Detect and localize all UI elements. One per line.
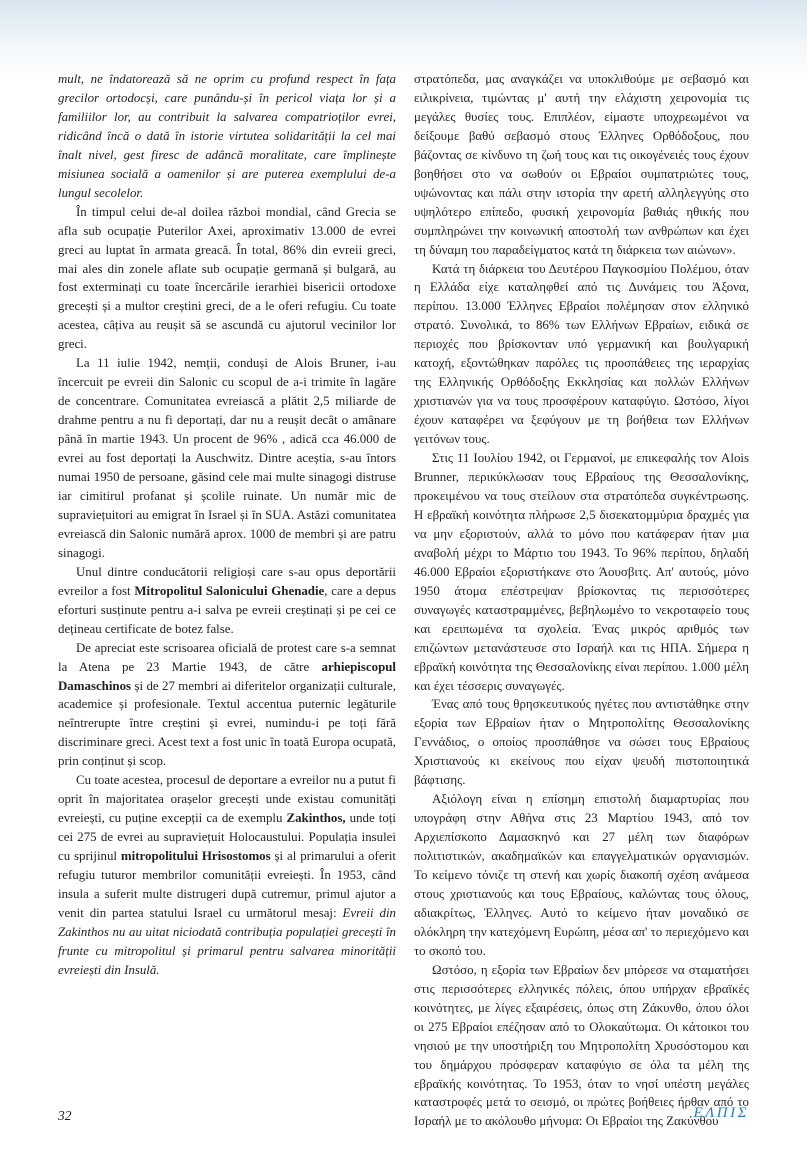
text-span: De apreciat este scrisoarea oficială de protest care s-a semnat la Atena pe 23 Martie 1943, de către [58,640,396,674]
paragraph-intro: mult, ne îndatorează să ne oprim cu profund respect în fața grecilor ortodocși, care punându-și în pericol viața lor și a familiilor lor, au contribuit la salvarea compatrioților evrei, ridicând încă o dată în istorie virtutea solidarității la cel mai înalt nivel, gest firesc de adâncă moralitate, care împlinește misiunea socială a oamenilor și are puterea exemplului de-a lungul secolelor. [58,72,396,200]
paragraph-zakynthos-greek: Ωστόσο, η εξορία των Εβραίων δεν μπόρεσε να σταματήσει στις περισσότερες ελληνικές πόλεις, όπου υπήρχαν εβραϊκές κοινότητες, με λίγες εξαιρέσεις, όπως στη Ζάκυνθο, όπου όλοι οι 275 Εβραίοι επέζησαν από το Ολοκαύτωμα. Οι κάτοικοι του νησιού με την υποστήριξη του Μητροπολίτη Χρυσόστομου και του δημάρχου πρόσφεραν καταφύγιο σε όλα τα μέλη της εβραϊκής κοινότητας. Το 1953, όταν το νησί υπέστη μεγάλες καταστροφές μετά το σεισμό, οι πρώτες βοήθειες ήρθαν από το Ισραήλ με το ακόλουθο μήνυμα: Οι Εβραίοι της Ζακύνθου [414,962,749,1129]
text-span: Cu toate acestea, procesul de deportare a evreilor nu a putut fi oprit în majoritatea orașelor grecești unde existau comunități evreiești, cu puține excepții ca de exemplu [58,773,396,826]
romanian-column [58,70,396,980]
bold-name-hrisostomos: mitropolitului Hrisostomos [120,849,271,864]
text-span: , care a depus eforturi susținute pentru a-i salva pe evreii creștinați și pe cei ce dețineau certificate de botez false. [58,583,396,636]
text-span: și de 27 membri ai diferitelor organizații culturale, academice și profesionale. Textul accentua puternic legăturile neîntrerupte între creștini și evrei, numindu-i pe toți fără discriminare greci. Acest text a fost unic în toată Europa ocupată, prin conținut și scop. [58,678,396,769]
bold-name-zakinthos: Zakinthos, [286,811,346,826]
publication-title: ΕΛΠΙΣ [693,1105,749,1121]
text-span: și al primarului a oferit refugiu tuturor membrilor comunității evreiești. În 1953, când insula a suferit multe distrugeri după cutremur, primul ajutor a venit din partea statului Israel cu următorul mesaj: [58,849,396,920]
paragraph-ww2: În timpul celui de-al doilea război mondial, când Grecia se afla sub ocupație Puterilor Axei, aproximativ 13.000 de evrei greci au luptat în armata greacă. În total, 86% din evreii greci, mai ales din zonele aflate sub ocupație germană și bulgară, au fost exterminați cu toate încercările ierarhiei bisericii ortodoxe grecești și a multor creștini greci, de a le oferi refugiu. Cu toate acestea, câțiva au reușit să se ascundă cu ajutorul vecinilor lor greci. [58,204,396,352]
bold-name-damaschinos: arhiepiscopul Damaschinos [58,659,396,693]
text-span: Unul dintre conducătorii religioși care s-au opus deportării evreilor a fost [58,564,396,598]
paragraph-damaskinos-greek: Αξιόλογη είναι η επίσημη επιστολή διαμαρτυρίας που υπογράφη στην Αθήνα στις 23 Μαρτίου 1943, από τον Αρχιεπίσκοπο Δαμασκηνό και 27 μέλη των διαφόρων πολιτιστικών, ακαδημαϊκών και επαγγελματικών οργανισμών. Το κείμενο τόνιζε τη στενή και χωρίς διακοπή σχέση ανάμεσα στους χριστιανούς και τους Εβραίους, καλώντας τους όλους, αδιακρίτως, Έλληνες. Αυτό το κείμενο ήταν μοναδικό σε ολόκληρη την κατεχόμενη Ευρώπη, μέσα απ' το περιεχόμενο και το σκοπό του. [414,792,749,958]
paragraph-damaschinos [58,639,396,772]
paragraph-salonic: La 11 iulie 1942, nemții, conduși de Alois Bruner, i-au încercuit pe evreii din Salonic cu scopul de a-i trimite în lagăre de concentrare. Comunitatea evreiască a plătit 2,5 miliarde de drahme pentru a nu fi deportați, dar nu a reușit decât o amânare până în martie 1943. Un procent de 96% , adică cca 46.000 de evrei au fost deportați la Auschwitz. Dintre aceștia, s-au întors numai 1950 de persoane, găsind cele mai multe sinagogi distruse iar cimitirul profanat și școlile ruinate. Un număr mic de supraviețuitori au emigrat în Israel și în SUA. Astăzi comunitatea evreiască din Salonic numără aprox. 1000 de membri și are patru sinagogi. [58,356,396,560]
text-span: unde toți cei 275 de evrei au supraviețuit Holocaustului. Populația insulei cu sprijinul [58,811,396,864]
paragraph-zakinthos [58,771,396,979]
bold-name-ghenadie: Mitropolitul Salonicului Ghenadie [134,583,325,598]
paragraph-gennadios-greek: Ένας από τους θρησκευτικούς ηγέτες που αντιστάθηκε στην εξορία των Εβραίων ήταν ο Μητροπολίτης Θεσσαλονίκης Γεννάδιος, ο οποίος προσπάθησε να σώσει τους Εβραίους Χριστιανούς κι εκείνους που είχαν ψευδή πιστοποιητικά βάφτισης. [414,697,749,788]
paragraph-thessaloniki-greek: Στις 11 Ιουλίου 1942, οι Γερμανοί, με επικεφαλής τον Alois Brunner, περικύκλωσαν τους Εβραίους της Θεσσαλονίκης, προκειμένου να τους στείλουν στα στρατόπεδα συγκέντρωσης. Η εβραϊκή κοινότητα πλήρωσε 2,5 δισεκατομμύρια δραχμές για να μην εξοριστούν, αλλά το μόνο που κατάφεραν ήταν μια αναβολή μέχρι το Μάρτιο του 1943. Το 96% περίπου, δηλαδή 46.000 Εβραίοι εξοριστήκανε στο Άουσβιτς. Απ' αυτούς, μόνο 1950 άτομα επέστρεψαν βρίσκοντας τις περισσότερες συναγωγές καταστραμμένες, βεβηλωμένο το νεκροταφείο τους και ερειπωμένα τα σχολεία. Ένας μικρός αριθμός των επιζώντων μετανάστευσε στο Ισραήλ και τις ΗΠΑ. Σήμερα η εβραϊκή κοινότητα της Θεσσαλονίκης είναι περίπου. 1.000 μέλη και έχει τέσσερις συναγωγές. [414,451,749,693]
italic-quote: Evreii din Zakinthos nu au uitat niciodată contribuția populației grecești în frunte cu mitropolitul și primarul pentru salvarea minorității evreiești din Insulă. [58,905,396,977]
paragraph-ww2-greek: Κατά τη διάρκεια του Δευτέρου Παγκοσμίου Πολέμου, όταν η Ελλάδα είχε καταληφθεί από τις Δυνάμεις του Άξονα, περίπου. 13.000 Έλληνες Εβραίοι πολέμησαν στον ελληνικό στρατό. Συνολικά, το 86% των Ελλήνων Εβραίων, ειδικά σε περιοχές που βρίσκονταν υπό γερμανική και βουλγαρική κατοχή, εξοντώθηκαν παρόλες τις προσπάθειες της ιεραρχίας της Ελληνικής Ορθόδοξης Εκκλησίας και πολλών Ελλήνων χριστιανών για να τους προσφέρουν καταφύγιο. Ωστόσο, λίγοι έχουν καταφέρει να ξεφύγουν με τη βοήθεια των Ελλήνων γειτόνων τους. [414,261,749,447]
paragraph-intro-greek: στρατόπεδα, μας αναγκάζει να υποκλιθούμε με σεβασμό και ειλικρίνεια, τιμώντας μ' αυτή την ελάχιστη χειρονομία τις μεγάλες θυσίες τους. Επιπλέον, είμαστε υποχρεωμένοι να δείξουμε βαθύ σεβασμό στους Έλληνες Ορθόδοξους, που βάζοντας σε κίνδυνο τη ζωή τους και τις οικογένειές τους έχουν βοηθήσει στο να σωθούν οι Εβραίοι συμπατριώτες τους, υψώνοντας και πάλι στην ιστορία την αρετή αλληλεγγύης στο υψηλότερο επίπεδο, φυσική χειρονομία βαθιάς ηθικής που συμπληρώνει την κοινωνική αποστολή των ανθρώπων και έχει τη δύναμη του παραδείγματος κατά τη διάρκεια των αιώνων». [414,72,749,257]
paragraph-ghenadie [58,563,396,639]
page-number: 32 [58,1108,72,1123]
greek-column [414,70,749,1131]
